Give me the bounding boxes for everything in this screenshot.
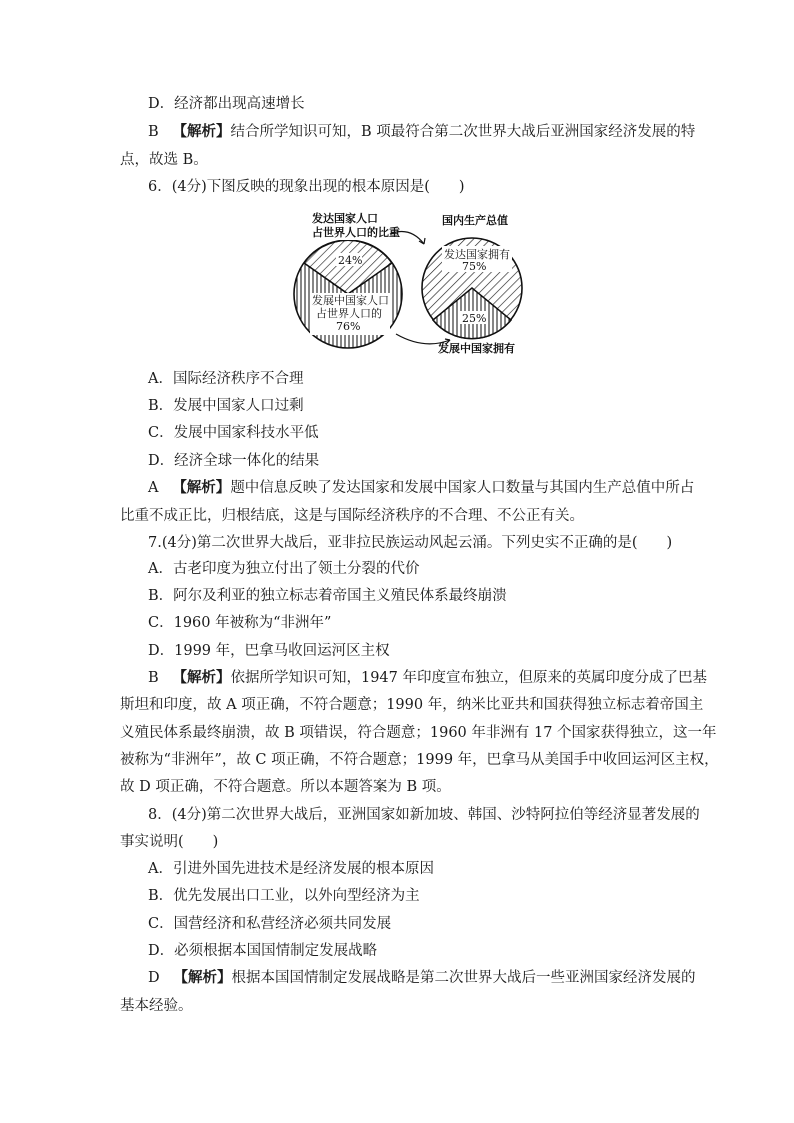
q8-analysis-tag: 【解析】 xyxy=(173,969,232,986)
q6-answer-letter: A xyxy=(148,480,159,496)
right-title: 国内生产总值 xyxy=(442,214,508,227)
q6-stem: 6．(4分)下图反映的现象出现的根本原因是( ) xyxy=(148,179,465,195)
q7-analysis-text-3: 义殖民体系最终崩溃，故 B 项错误，符合题意；1960 年非洲有 17 个国家获得独立，这一年 xyxy=(120,725,717,741)
q6-option-b: B．发展中国家人口过剩 xyxy=(148,398,304,414)
q7-analysis-tag: 【解析】 xyxy=(172,669,231,686)
q6-option-d: D．经济全球一体化的结果 xyxy=(148,453,320,469)
q7-option-c: C．1960 年被称为“非洲年” xyxy=(148,615,332,631)
q8-stem-2: 事实说明( ) xyxy=(120,834,219,850)
q8-stem-1: 8．(4分)第二次世界大战后，亚洲国家如新加坡、韩国、沙特阿拉伯等经济显著发展的 xyxy=(148,807,700,823)
population-gdp-pie-diagram xyxy=(292,208,544,358)
q5-answer-letter: B xyxy=(148,124,159,140)
q6-analysis-text-1: 题中信息反映了发达国家和发展中国家人口数量与其国内生产总值中所占 xyxy=(230,480,695,496)
q8-option-a: A．引进外国先进技术是经济发展的根本原因 xyxy=(148,861,434,877)
q5-analysis-text-1: 结合所学知识可知，B 项最符合第二次世界大战后亚洲国家经济发展的特 xyxy=(230,124,696,140)
q7-option-d: D．1999 年，巴拿马收回运河区主权 xyxy=(148,643,390,659)
q8-option-c: C．国营经济和私营经济必须共同发展 xyxy=(148,916,392,932)
left-large-pct: 76% xyxy=(336,320,361,333)
q8-analysis-text-1: 根据本国国情制定发展战略是第二次世界大战后一些亚洲国家经济发展的 xyxy=(231,970,696,986)
left-large-label-1: 发展中国家人口 xyxy=(312,294,389,307)
q6-analysis-text-2: 比重不成正比，归根结底，这是与国际经济秩序的不合理、不公正有关。 xyxy=(120,508,584,524)
q5-analysis-text-2: 点，故选 B。 xyxy=(120,152,208,168)
q6-analysis-tag: 【解析】 xyxy=(172,479,231,496)
q7-analysis-text-4: 被称为“非洲年”，故 C 项正确，不符合题意；1999 年，巴拿马从美国手中收回运河区主权， xyxy=(120,752,719,768)
q7-analysis-text-1: 依据所学知识可知，1947 年印度宣布独立，但原来的英属印度分成了巴基 xyxy=(230,670,707,686)
q7-answer-letter: B xyxy=(148,670,159,686)
q7-option-b: B．阿尔及利亚的独立标志着帝国主义殖民体系最终崩溃 xyxy=(148,588,507,604)
q5-analysis-tag: 【解析】 xyxy=(172,123,231,140)
q8-answer-letter: D xyxy=(148,970,160,986)
q7-option-a: A．古老印度为独立付出了领土分裂的代价 xyxy=(148,561,420,577)
q7-stem: 7.(4分)第二次世界大战后，亚非拉民族运动风起云涌。下列史实不正确的是( ) xyxy=(148,535,673,551)
q6-option-c: C．发展中国家科技水平低 xyxy=(148,425,319,441)
q8-option-d: D．必须根据本国国情制定发展战略 xyxy=(148,943,378,959)
left-title-line-1: 发达国家人口 xyxy=(312,212,378,225)
q7-analysis-text-2: 斯坦和印度，故 A 项正确，不符合题意；1990 年，纳米比亚共和国获得独立标志着帝国主 xyxy=(120,697,704,713)
q7-answer-line-1 xyxy=(148,668,708,688)
right-bottom-label: 发展中国家拥有 xyxy=(438,342,515,355)
right-large-label: 发达国家拥有 xyxy=(444,248,510,261)
right-pie-chart xyxy=(422,212,522,355)
q6-answer-line-1 xyxy=(148,478,708,498)
left-pie-chart xyxy=(294,210,402,348)
q5-option-d: D．经济都出现高速增长 xyxy=(148,96,305,112)
q8-option-b: B．优先发展出口工业，以外向型经济为主 xyxy=(148,888,420,904)
left-small-pct: 24% xyxy=(338,254,363,267)
q8-answer-line-1 xyxy=(148,968,708,988)
q7-analysis-text-5: 故 D 项正确，不符合题意。所以本题答案为 B 项。 xyxy=(120,779,451,795)
q5-answer-line-1 xyxy=(148,122,708,142)
left-title-line-2: 占世界人口的比重 xyxy=(312,226,400,239)
right-large-pct: 75% xyxy=(462,260,487,273)
right-small-pct: 25% xyxy=(462,312,487,325)
q8-analysis-text-2: 基本经验。 xyxy=(120,998,193,1014)
left-large-label-2: 占世界人口的 xyxy=(316,307,382,320)
q6-option-a: A．国际经济秩序不合理 xyxy=(148,371,304,387)
